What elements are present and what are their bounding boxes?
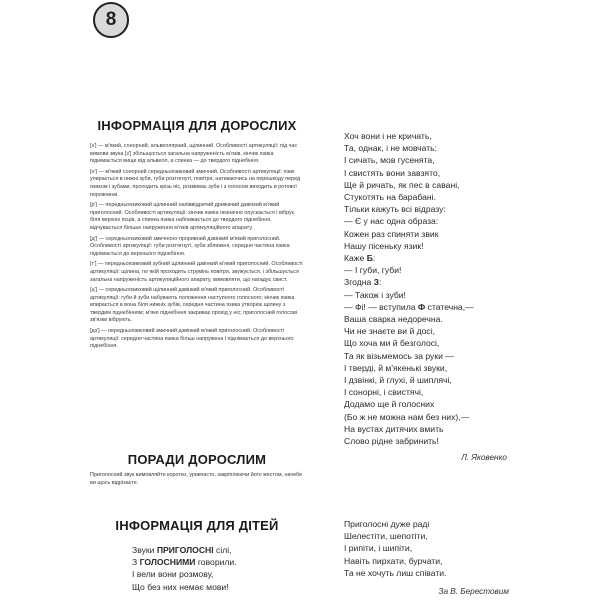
poem-line: Звуки ПРИГОЛОСНІ сілі, (132, 545, 232, 555)
poem-line: Що без них немає мови! (132, 581, 229, 592)
poem-line: І тверді, й м'якенькі звуки, (344, 362, 448, 373)
poem-author: За В. Берестовим (438, 587, 509, 597)
adult-info-title: ІНФОРМАЦІЯ ДЛЯ ДОРОСЛИХ (97, 118, 297, 133)
poem-line: Каже Б: (344, 253, 376, 264)
kids-poem (132, 544, 302, 593)
poem-line: Нашу пісеньку язик! (344, 240, 424, 251)
poem-line: Приголосні дуже раді (344, 519, 430, 529)
poem-line: І сонорні, і свистячі, (344, 387, 424, 398)
poem-line: Кожен раз спиняти звик (344, 228, 439, 239)
poem-line: Та, однак, і не мовчать: (344, 143, 438, 154)
poem-line: І дзвінкі, й глухі, й шиплячі, (344, 375, 452, 386)
info-entry: [н'] — м'який сонорний середньоязиковий змичний. Особливості артикуляції: язик упирається в нижні зуби, губи розтягнуті, повітря, натикаючись на перешкоду перед язиком і зубами, проходить крізь ніс, розмиває зуби і з голосом виходить в ротової порожнини. (90, 168, 301, 198)
poem-line: І сичать, мов гусенята, (344, 155, 435, 166)
info-entry: [д'] — середньоязиковий змичноно-проривний дзвінкий м'який приголосний. Особливості артикуляції: губи розтягнуті, зуби зближені, середня частина язика піднімається до верхнього піднебіння. (90, 235, 290, 257)
adult-info-section (90, 118, 304, 354)
adult-tips-title: ПОРАДИ ДОРОСЛИМ (127, 452, 267, 467)
poem-line: (Бо ж не можна нам без них),— (344, 411, 470, 422)
poem-line: Ваша сварка недоречна. (344, 314, 443, 325)
poem-line: Шелестіти, шепотіти, (344, 531, 428, 542)
info-entry: [ц'] — середньоязиковий щілинний дзвінкий м'який приголосний. Особливості артикуляції: губи й зуби набувають положення наступного голосного; кінчик язика впирається в вона біля нижніх зубів, середня частина язика утворює щілину з твердим піднебінням; м'яке піднебіння закриває прохід у ніс; приголосний голосові зв'язки вібрують. (90, 287, 298, 324)
poem-line: — Фі! — вступила Ф статечна,— (344, 301, 474, 312)
info-entry: [з'] — м'який, сонорний, альвеолярний, щілинний. Особливості артикуляції: під час вимови звука [з'] збільшується загальна напруженість м'язів, кінчик язика піднімається вище від альвеол, а спинка — до твердого піднебіння. (90, 143, 298, 165)
adult-tips-text: Приголосний звук вимовляйте коротко, уривчасто, закріплюючи його жестом, начебе ви щось відрізаєте. (90, 472, 303, 486)
poem-line: — І губи, губи! (344, 265, 402, 276)
poem-line: — Також і зуби! (344, 289, 406, 300)
poem-line: Та не хочуть лиш співати. (344, 567, 447, 578)
poem-line: Що хоча ми й безголосі, (344, 338, 440, 349)
poem-line: — Є у нас одна образа: (344, 216, 439, 227)
poem-line: Ще й ричать, як пес в савані, (344, 179, 460, 190)
poem-line: З ГОЛОСНИМИ говорили. (132, 557, 237, 568)
info-entry: [р'] — передньоязиковий щілинний напіввідритий дрижачий дзвінкий м'який приголосний. Особливості артикуляції: кінчик язика незначно опускається і вібрує біля верхніх ясців, а спинка язика наближається до твердого піднебіння, відчувається більше напруження м'язів артикуляційного апарату. (90, 202, 295, 231)
poem-line: Навіть пирхати, бурчати, (344, 555, 443, 566)
poem-line: На вустах дитячих вмить (344, 423, 444, 434)
poem-line: І вели вони розмову, (132, 569, 214, 580)
page-number: 8 (105, 9, 117, 30)
poem-line: Слово рідне забринить! (344, 436, 439, 447)
poem-line: Чи не знаєте ви й досі, (344, 326, 436, 337)
poem-line: І рипіти, і шипіти, (344, 543, 413, 554)
info-entry: [т'] — передньоязиковий зубний щілинний дзвінкий м'який приголосний. Особливості артикуляції: щілина, по якій проходить струмінь повітря, звужується, і збільшується загальна напруженість артикуляційного апарату, вимовляти, що нагадує свист. (90, 261, 303, 283)
info-entry: [дз'] — передньоязиковий змичний дзвінкий м'який приголосний. Особливості артикуляції: середня частина язика більш напружена і піднімається до верхнього піднебіння. (90, 328, 294, 350)
poem-line: І свистять вони завзято, (344, 167, 441, 178)
main-poem (344, 130, 507, 463)
poem-line: Додамо ще й голосних (344, 399, 435, 410)
kids-info-title: ІНФОРМАЦІЯ ДЛЯ ДІТЕЙ (115, 518, 279, 533)
poem-line: Тільки кажуть всі відразу: (344, 204, 446, 215)
page-number-badge (93, 2, 129, 38)
poem-line: Стукотять на барабані. (344, 192, 436, 203)
kids-info-section (90, 518, 304, 533)
second-poem (344, 518, 509, 596)
poem-line: Та як візьмемось за руки — (344, 350, 454, 361)
poem-line: Згодна З: (344, 277, 382, 288)
poem-line: Хоч вони і не кричать, (344, 131, 432, 141)
adult-tips-section (90, 452, 304, 467)
poem-author: Л. Яковенко (461, 453, 507, 463)
